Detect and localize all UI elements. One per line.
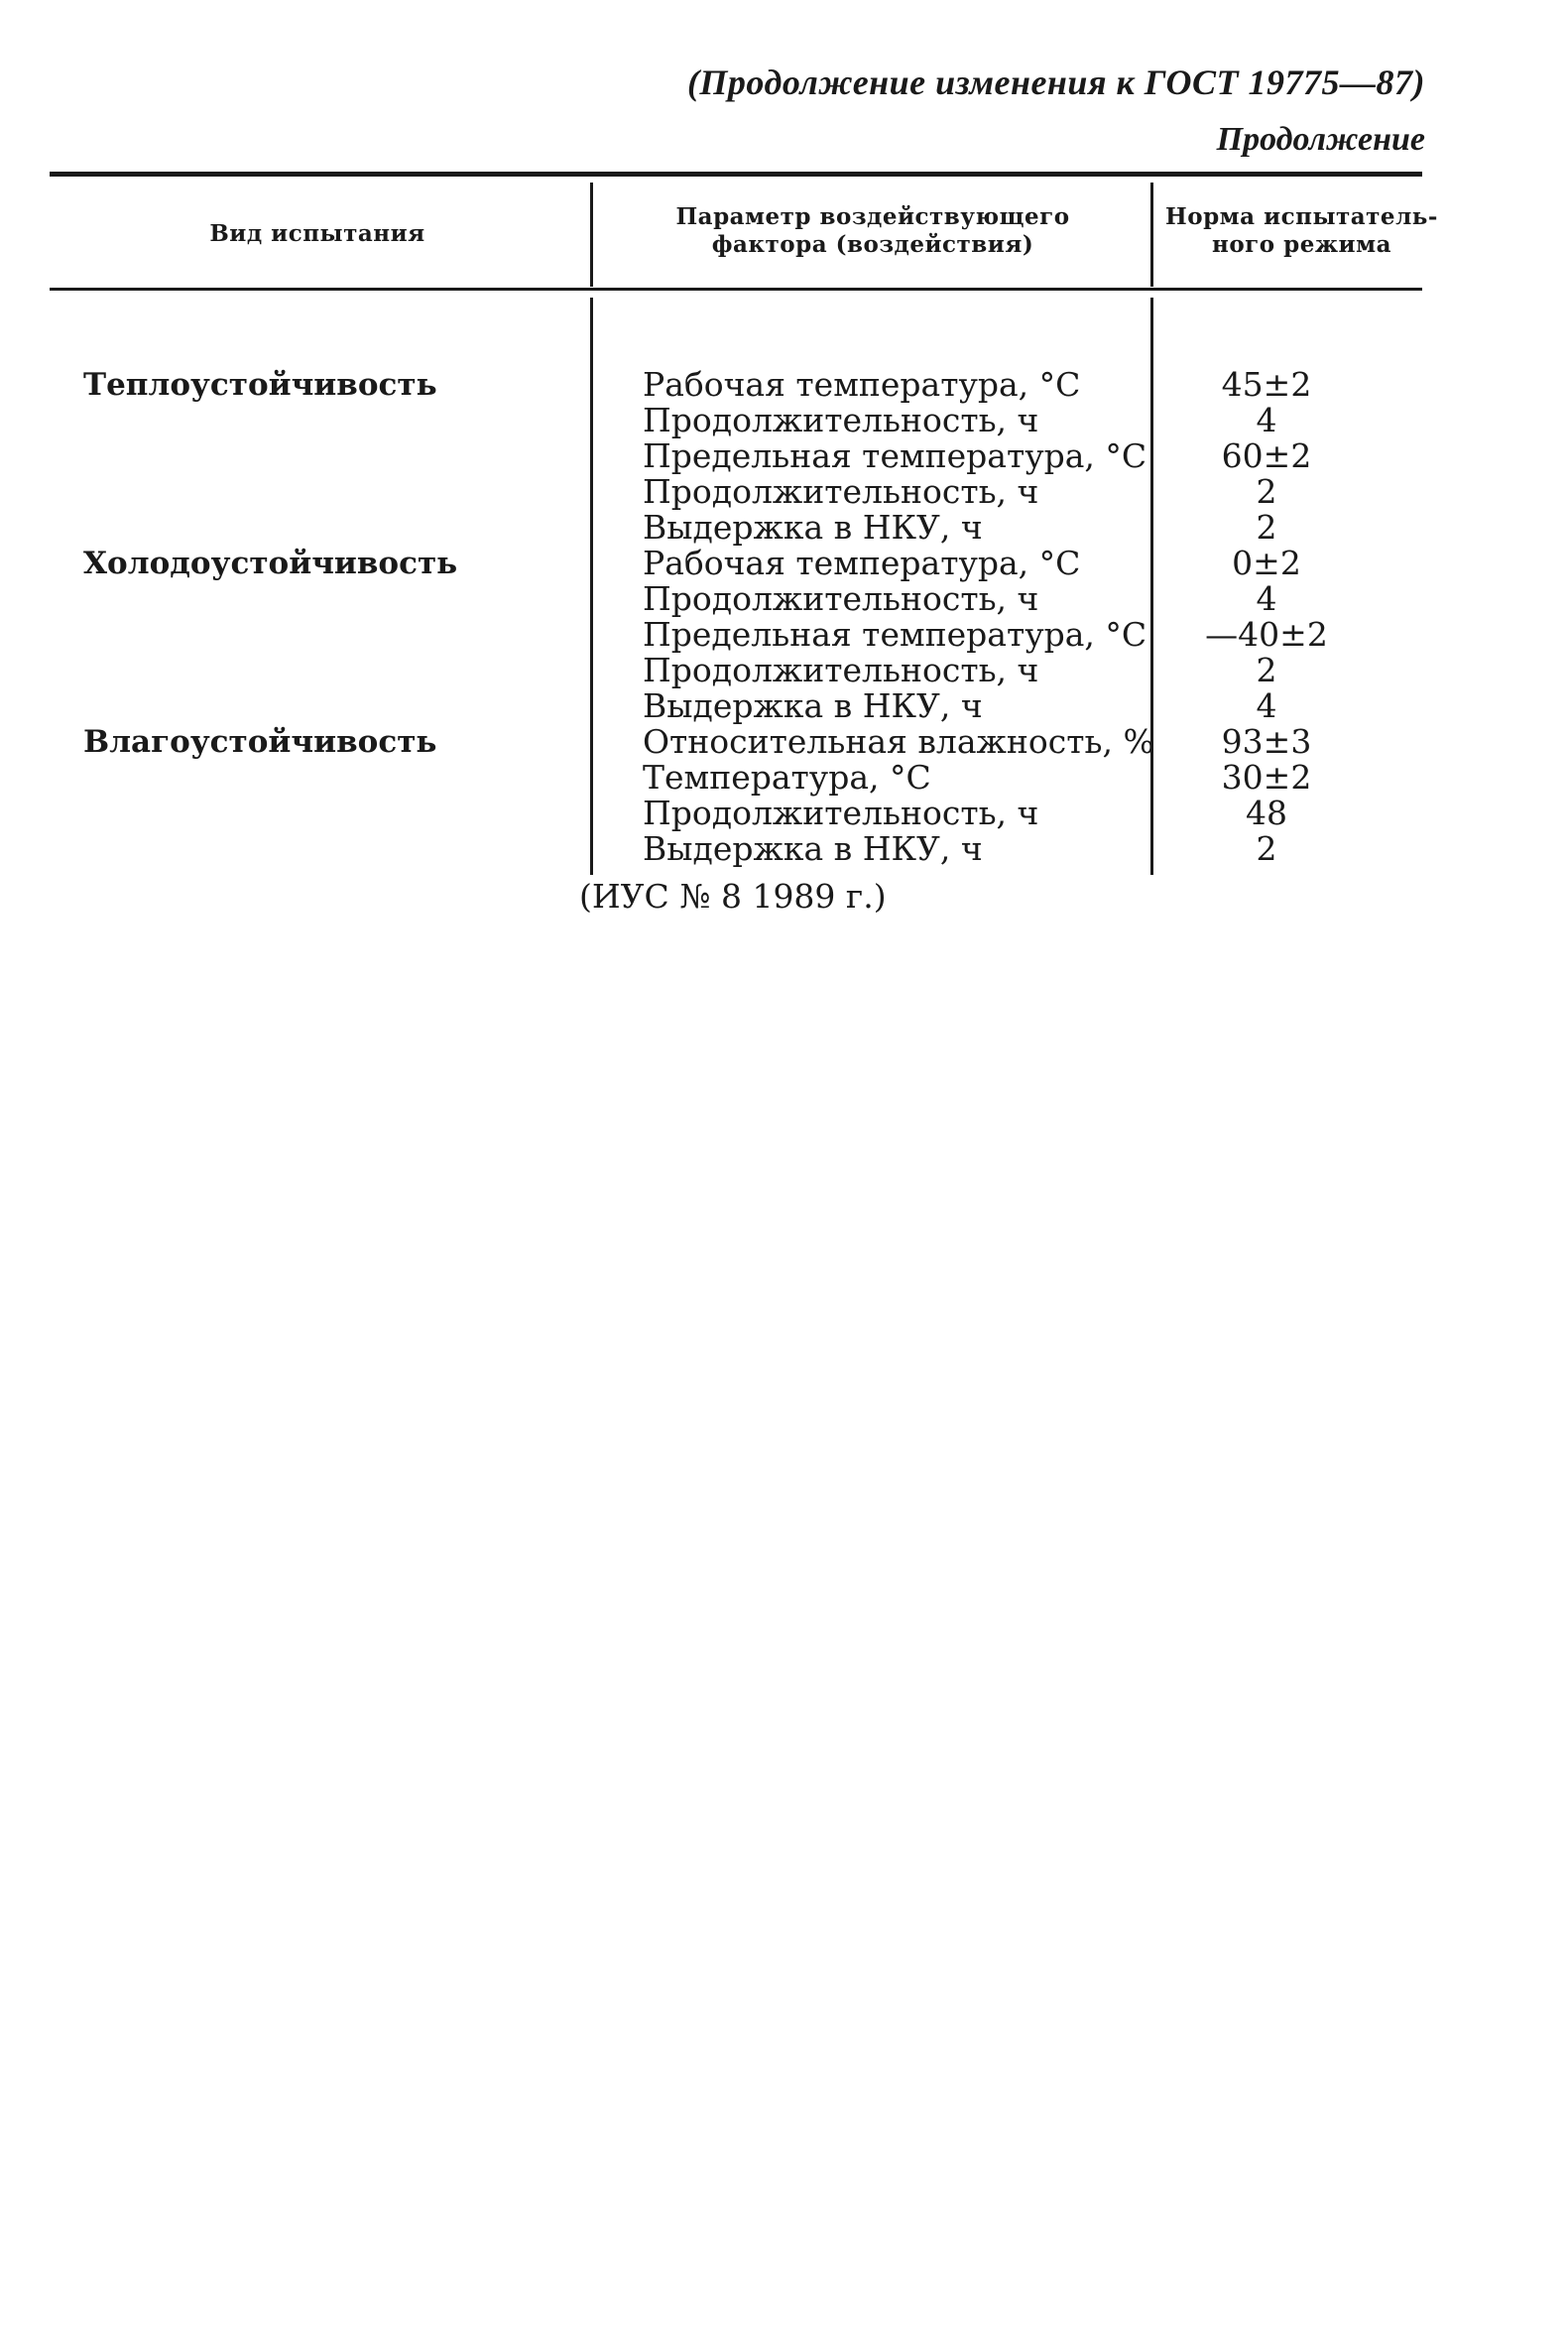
table-header-rule xyxy=(50,288,1422,291)
table-cell-parameter: Температура, °С xyxy=(643,758,931,797)
table-cell-norm: 4 xyxy=(1256,579,1277,618)
column-divider xyxy=(1150,183,1153,287)
table-cell-norm: 93±3 xyxy=(1221,722,1312,761)
table-cell-norm: 2 xyxy=(1256,508,1277,547)
column-header-norm xyxy=(1160,203,1443,259)
table-cell-parameter: Продолжительность, ч xyxy=(643,472,1039,511)
table-cell-norm: 2 xyxy=(1256,472,1277,511)
column-header-test-type xyxy=(60,220,575,248)
column-header-text: Норма испытатель- xyxy=(1165,203,1438,230)
column-header-text: Вид испытания xyxy=(209,220,425,247)
test-type-cold: Холодоустойчивость xyxy=(83,546,458,581)
table-cell-parameter: Предельная температура, °С xyxy=(643,436,1147,475)
continuation-label: Продолжение xyxy=(1216,121,1425,158)
footnote-source: (ИУС № 8 1989 г.) xyxy=(579,877,887,916)
table-cell-parameter: Предельная температура, °С xyxy=(643,615,1147,654)
table-cell-parameter: Выдержка в НКУ, ч xyxy=(643,508,983,547)
table-cell-norm: 2 xyxy=(1256,651,1277,689)
table-cell-norm: 48 xyxy=(1246,794,1287,832)
table-cell-norm: 4 xyxy=(1256,686,1277,725)
table-cell-norm: 4 xyxy=(1256,401,1277,439)
table-cell-parameter: Продолжительность, ч xyxy=(643,651,1039,689)
table-cell-norm: 45±2 xyxy=(1221,365,1312,404)
table-cell-parameter: Продолжительность, ч xyxy=(643,794,1039,832)
table-cell-parameter: Выдержка в НКУ, ч xyxy=(643,829,983,868)
table-cell-parameter: Выдержка в НКУ, ч xyxy=(643,686,983,725)
page-header-title: (Продолжение изменения к ГОСТ 19775—87) xyxy=(686,62,1425,102)
column-header-parameter xyxy=(605,203,1141,259)
column-divider xyxy=(590,298,593,875)
table-cell-norm: 0±2 xyxy=(1232,544,1301,582)
table-cell-norm: —40±2 xyxy=(1205,615,1328,654)
column-header-text: фактора (воздействия) xyxy=(711,231,1034,258)
column-header-text: ного режима xyxy=(1212,231,1391,258)
table-cell-norm: 2 xyxy=(1256,829,1277,868)
table-cell-parameter: Рабочая температура, °С xyxy=(643,544,1081,582)
table-cell-parameter: Продолжительность, ч xyxy=(643,401,1039,439)
table-cell-norm: 30±2 xyxy=(1221,758,1312,797)
test-type-heat: Теплоустойчивость xyxy=(83,367,437,403)
table-cell-parameter: Рабочая температура, °С xyxy=(643,365,1081,404)
table-top-rule xyxy=(50,172,1422,177)
test-type-humidity: Влагоустойчивость xyxy=(83,724,437,760)
table-cell-norm: 60±2 xyxy=(1221,436,1312,475)
table-cell-parameter: Продолжительность, ч xyxy=(643,579,1039,618)
table-cell-parameter: Относительная влажность, % xyxy=(643,722,1154,761)
column-header-text: Параметр воздействующего xyxy=(675,203,1070,230)
column-divider xyxy=(590,183,593,287)
